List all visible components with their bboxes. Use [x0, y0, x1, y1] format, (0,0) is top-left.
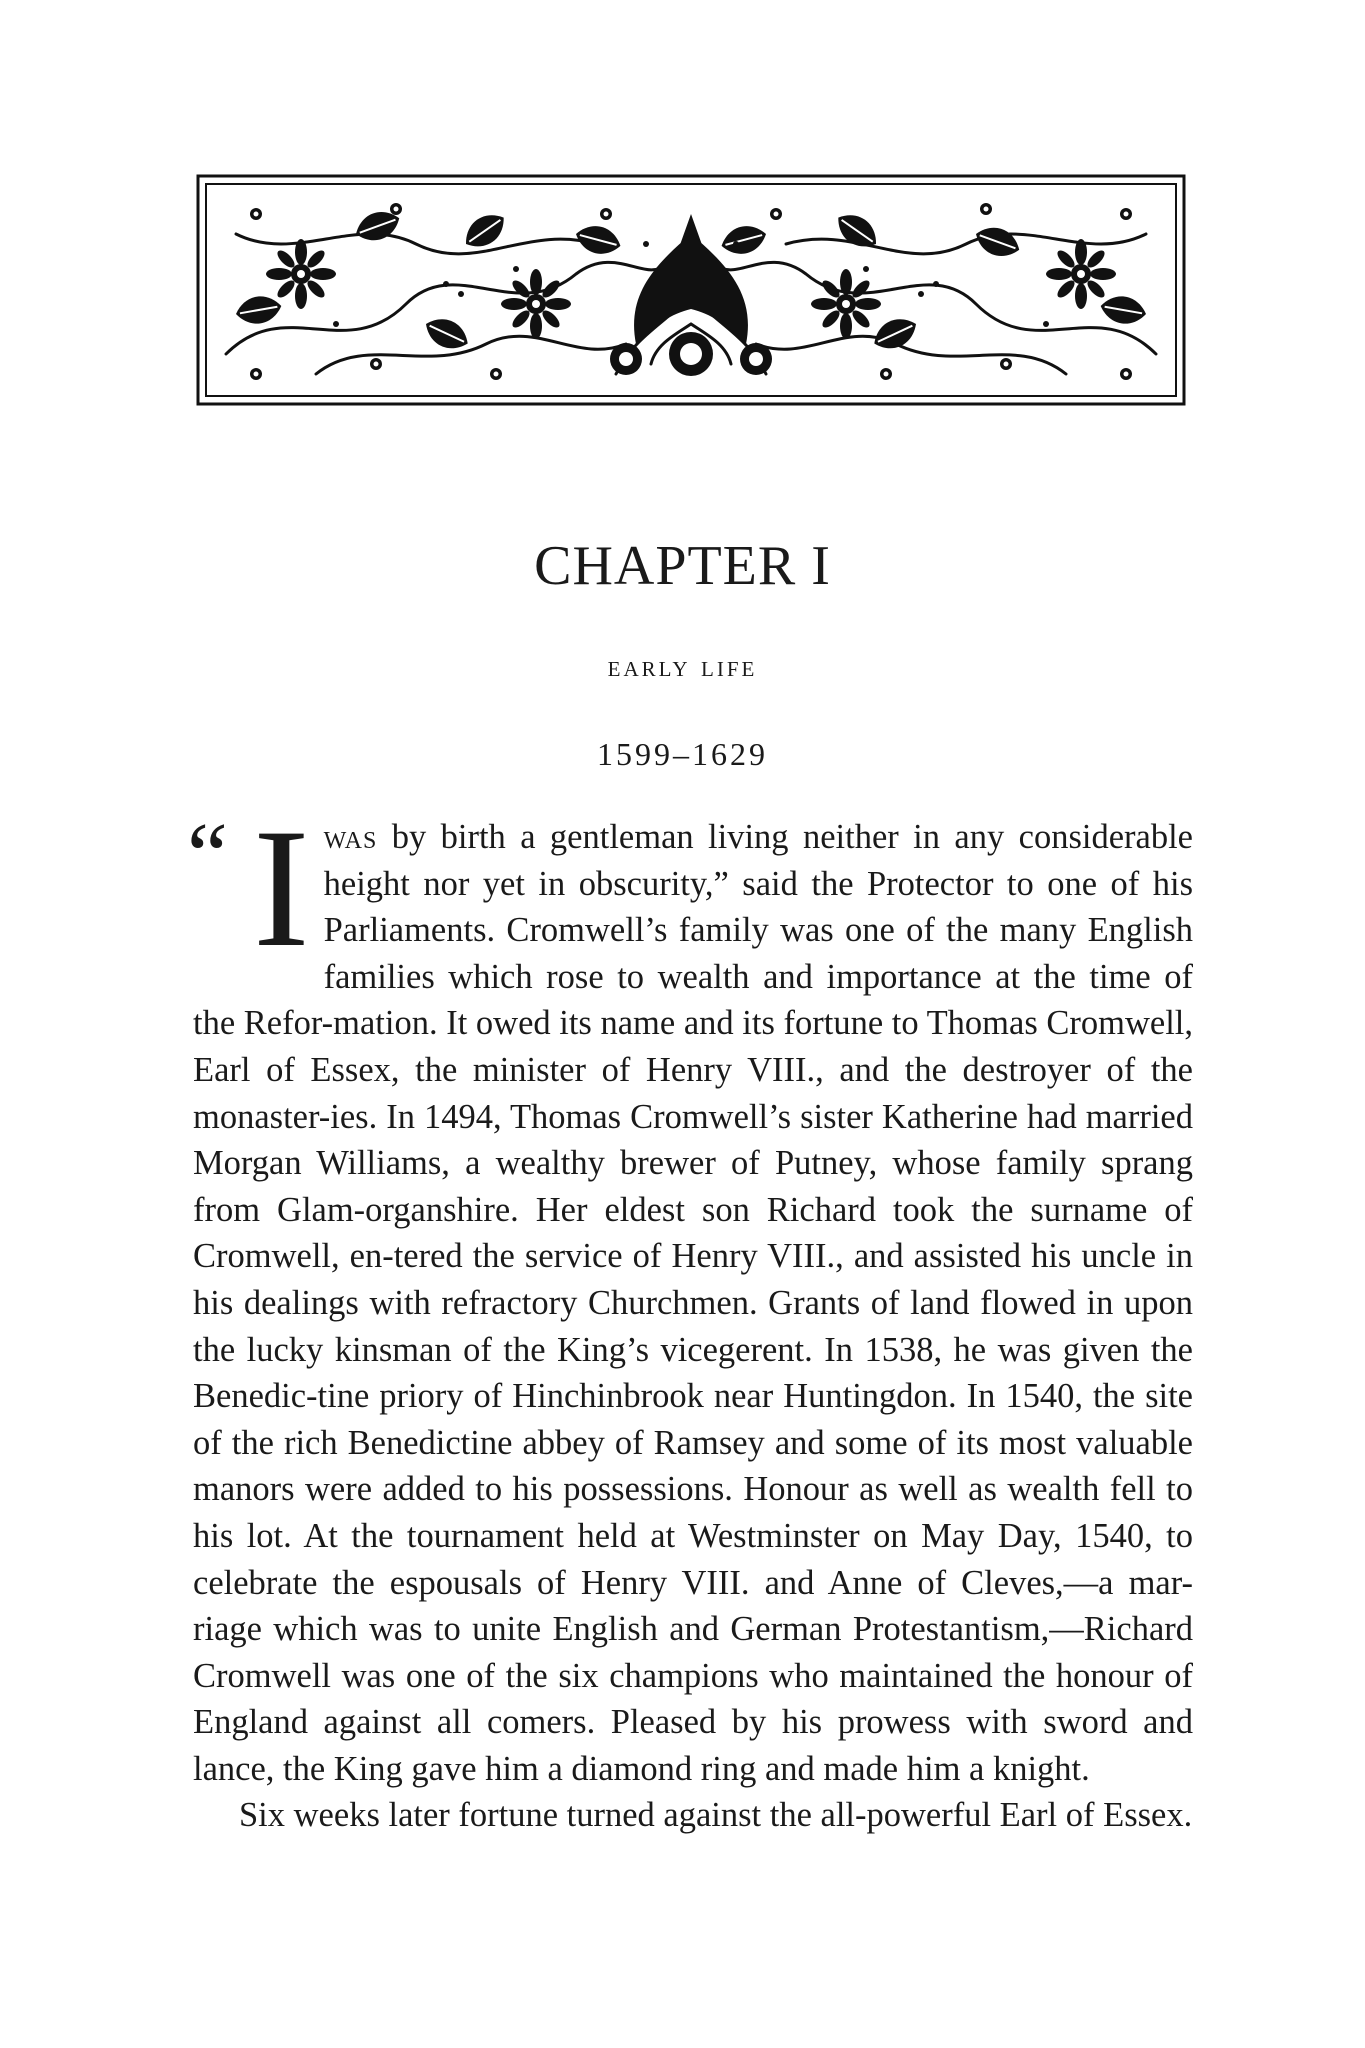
- body-text: [187, 794, 1193, 1839]
- floral-headpiece-icon: [196, 174, 1186, 406]
- chapter-subtitle: early life: [607, 650, 758, 683]
- paragraph-2: Six weeks later fortune turned against the all-powerful Earl of Essex.: [239, 1796, 1193, 1835]
- open-quote-mark: “: [187, 804, 228, 906]
- paragraph-1: [187, 794, 1193, 1792]
- chapter-dates: 1599–1629: [597, 736, 768, 772]
- lead-small-caps: was: [323, 818, 378, 856]
- chapter-title: CHAPTER I: [534, 535, 831, 597]
- paragraph-1-text: by birth a gentleman living neither in any considerable height nor yet in obscurity,” said the Protector to one of his Parliaments. Cromwell’s family was one of the many English families which rose to wealth and importance at the time of the Refor-mation. It owed its name and its fortune to Thomas Cromwell, Earl of Essex, the minister of Henry VIII., and the destroyer of the monaster-ies. In 1494, Thomas Cromwell’s sister Katherine had married Morgan Williams, a wealthy brewer of Putney, whose family sprang from Glam-organshire. Her eldest son Richard took the surname of Cromwell, en-tered the service of Henry VIII., and assisted his uncle in his dealings with refractory Churchmen. Grants of land flowed in upon the lucky kinsman of the King’s vicegerent. In 1538, he was given the Benedic-tine priory of Hinchinbrook near Huntingdon. In 1540, the site of the rich Benedictine abbey of Ramsey and some of its most valuable manors were added to his possessions. Honour as well as wealth fell to his lot. At the tournament held at Westminster on May Day, 1540, to celebrate the espousals of Henry VIII. and Anne of Cleves,—a mar-riage which was to unite English and German Protestantism,—Richard Cromwell was one of the six champions who maintained the honour of England against all comers. Pleased by his prowess with sword and lance, the King gave him a diamond ring and made him a knight.: [193, 818, 1193, 1788]
- drop-cap: I: [253, 794, 310, 982]
